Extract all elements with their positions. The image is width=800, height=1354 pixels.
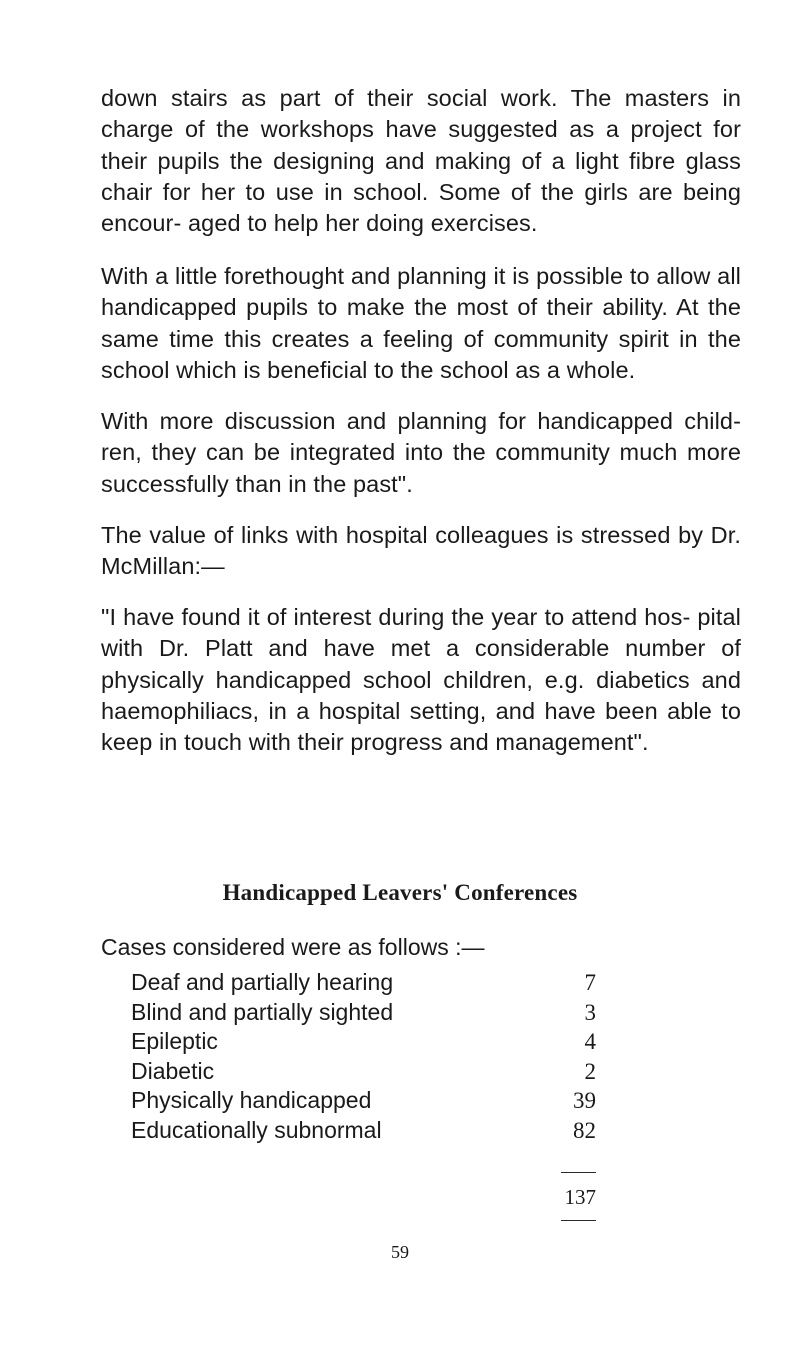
case-label: Physically handicapped <box>131 1087 372 1114</box>
section-title: Handicapped Leavers' Conferences <box>222 880 578 905</box>
case-count: 82 <box>573 1117 596 1143</box>
case-count: 3 <box>584 999 596 1025</box>
case-row <box>131 1116 611 1146</box>
paragraph-social-work: down stairs as part of their social work. The masters in charge of the workshops have suggested as a project for their pupils the designing and making of a light fibre glass chair for her to use in school. Some of the girls are being encour- aged to help her doing exercises. <box>101 85 741 237</box>
case-label: Educationally subnormal <box>131 1116 382 1143</box>
case-count: 7 <box>584 970 596 995</box>
case-row <box>131 998 611 1028</box>
case-row <box>131 968 611 998</box>
case-count: 39 <box>573 1088 596 1114</box>
paragraph-quote-mcmillan: "I have found it of interest during the year to attend hos- pital with Dr. Platt and have met a considerable number of physically handicapped school children, e.g. diabetics and haemophiliacs, in a hospital setting, and have been able to keep in touch with their progress and management". <box>101 604 741 756</box>
cases-intro: Cases considered were as follows :— <box>101 934 485 960</box>
case-count: 2 <box>584 1058 596 1084</box>
paragraph-hospital-links: The value of links with hospital colleagues is stressed by Dr. McMillan:— <box>101 522 741 580</box>
paragraph-forethought: With a little forethought and planning it is possible to allow all handicapped pupils to make the most of their ability. At the same time this creates a feeling of community spirit in the school which is beneficial to the school as a whole. <box>101 263 741 383</box>
case-count: 4 <box>584 1029 596 1055</box>
case-row <box>131 1027 611 1057</box>
case-row <box>131 1057 611 1087</box>
cases-table <box>131 968 611 1146</box>
total-rule-top <box>561 1172 596 1173</box>
case-label: Epileptic <box>131 1028 218 1055</box>
page-number: 59 <box>391 1242 409 1262</box>
total-rule-bottom <box>561 1220 596 1221</box>
case-label: Blind and partially sighted <box>131 998 394 1025</box>
case-label: Deaf and partially hearing <box>131 969 394 995</box>
case-row <box>131 1086 611 1116</box>
case-label: Diabetic <box>131 1057 215 1084</box>
cases-total: 137 <box>564 1185 596 1209</box>
paragraph-integration: With more discussion and planning for handicapped child- ren, they can be integrated into the community much more successfully than in the past". <box>101 408 741 497</box>
